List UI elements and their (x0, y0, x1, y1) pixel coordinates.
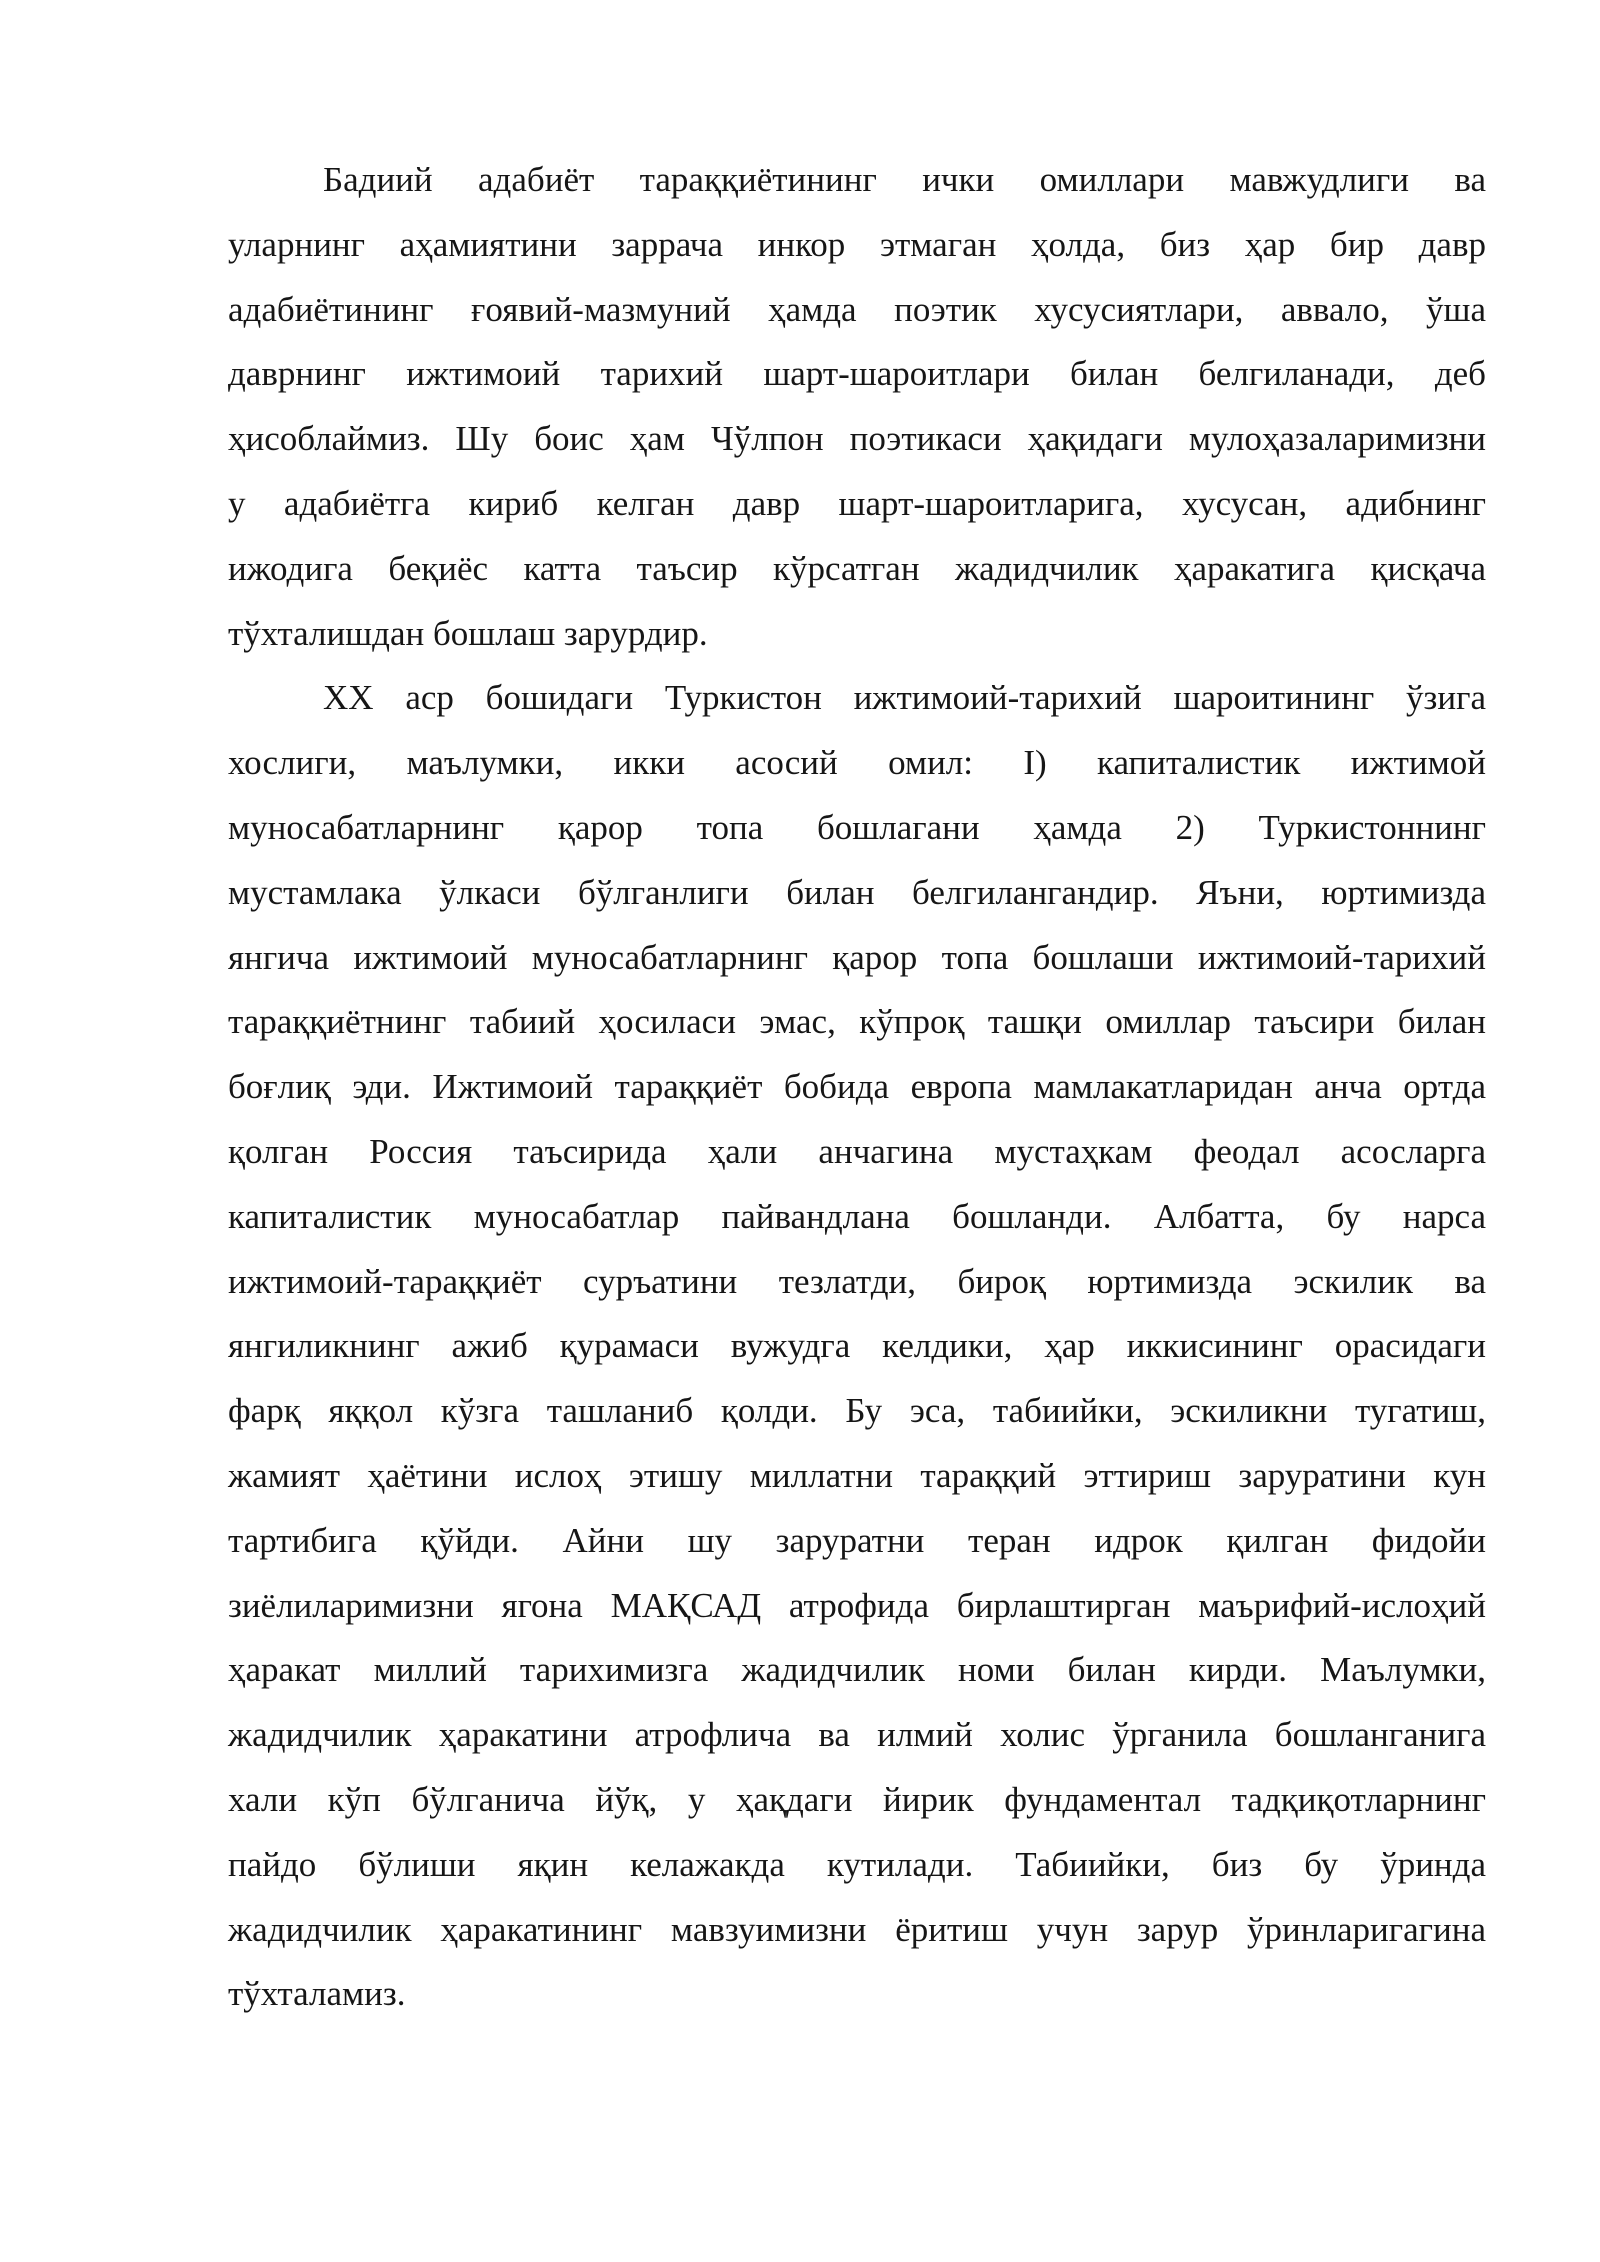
text-line: зиёлиларимизни ягона МАҚСАД атрофида бирлаштирган маърифий-ислоҳий (228, 1585, 1486, 1625)
text-line: XX аср бошидаги Туркистон ижтимоий-тарихий шароитининг ўзига (323, 678, 1486, 718)
text-line: уларнинг аҳамиятини заррача инкор этмаган ҳолда, биз ҳар бир давр (228, 224, 1486, 264)
text-line: қолган Россия таъсирида ҳали анчагина мустаҳкам феодал асосларга (228, 1131, 1486, 1171)
document-body (228, 148, 1486, 2027)
text-line: янгича ижтимоий муносабатларнинг қарор топа бошлаши ижтимоий-тарихий (228, 937, 1486, 977)
text-line: хали кўп бўлганича йўқ, у ҳақдаги йирик фундаментал тадқиқотларнинг (228, 1779, 1486, 1819)
paragraph-1 (228, 148, 1486, 666)
text-line: муносабатларнинг қарор топа бошлагани ҳамда 2) Туркистоннинг (228, 807, 1486, 847)
text-line: ҳисоблаймиз. Шу боис ҳам Чўлпон поэтикаси ҳақидаги мулоҳазаларимизни (228, 419, 1486, 459)
text-line: даврнинг ижтимоий тарихий шарт-шароитлари билан белгиланади, деб (228, 354, 1486, 394)
text-line: жадидчилик ҳаракатини атрофлича ва илмий холис ўрганила бошланганига (228, 1715, 1486, 1755)
text-line: тартибига қўйди. Айни шу заруратни теран идрок қилган фидойи (228, 1520, 1486, 1560)
text-line: боғлиқ эди. Ижтимоий тараққиёт бобида европа мамлакатларидан анча ортда (228, 1067, 1486, 1107)
text-line: янгиликнинг ажиб қурамаси вужудга келдики, ҳар иккисининг орасидаги (228, 1326, 1486, 1366)
text-line: тўхталамиз. (228, 1974, 406, 2014)
text-line: жамият ҳаётини ислоҳ этишу миллатни тараққий эттириш заруратини кун (228, 1455, 1486, 1495)
text-line: ижтимоий-тараққиёт суръатини тезлатди, бироқ юртимизда эскилик ва (228, 1261, 1486, 1301)
text-line: тараққиётнинг табиий ҳосиласи эмас, кўпроқ ташқи омиллар таъсири билан (228, 1002, 1486, 1042)
paragraph-2 (228, 666, 1486, 2027)
text-line: пайдо бўлиши яқин келажакда кутилади. Табиийки, биз бу ўринда (228, 1844, 1486, 1884)
text-line: Бадиий адабиёт тараққиётининг ички омиллари мавжудлиги ва (323, 160, 1486, 199)
text-line: хослиги, маълумки, икки асосий омил: I) капиталистик ижтимой (228, 743, 1486, 783)
text-line: адабиётининг ғоявий-мазмуний ҳамда поэтик хусусиятлари, аввало, ўша (228, 289, 1486, 329)
text-line: фарқ яққол кўзга ташланиб қолди. Бу эса, табиийки, эскиликни тугатиш, (228, 1391, 1486, 1431)
text-line: ижодига беқиёс катта таъсир кўрсатган жадидчилик ҳаракатига қисқача (228, 548, 1486, 588)
text-line: капиталистик муносабатлар пайвандлана бошланди. Албатта, бу нарса (228, 1196, 1486, 1236)
text-line: жадидчилик ҳаракатининг мавзуимизни ёритиш учун зарур ўринларигагина (228, 1909, 1486, 1949)
text-line: тўхталишдан бошлаш зарурдир. (228, 613, 708, 653)
text-line: мустамлака ўлкаси бўлганлиги билан белгилангандир. Яъни, юртимизда (228, 872, 1486, 912)
text-line: ҳаракат миллий тарихимизга жадидчилик номи билан кирди. Маълумки, (228, 1650, 1486, 1690)
text-line: у адабиётга кириб келган давр шарт-шароитларига, хусусан, адибнинг (228, 483, 1486, 523)
